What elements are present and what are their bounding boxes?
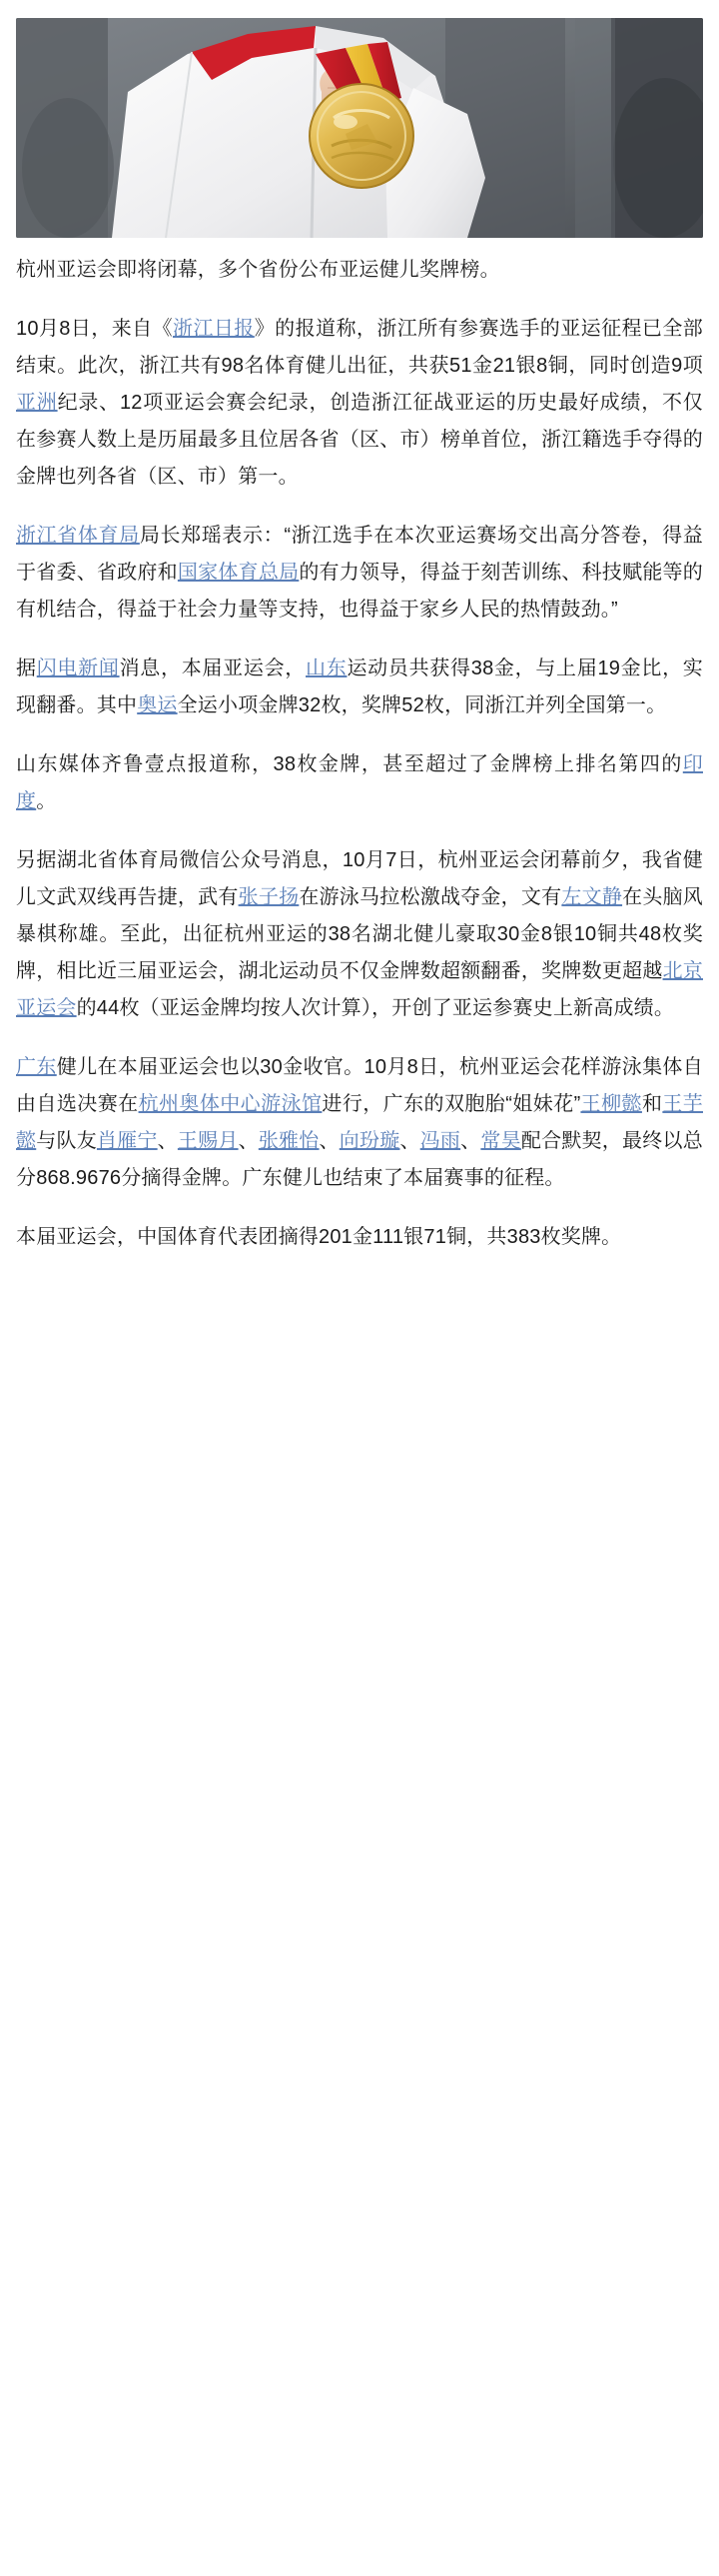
text-run: 的有力领导，得益于刻苦训练、科技赋能等的有机结合，得益于社会力量等支持，也得益于家乡人民的热情鼓劲。” xyxy=(16,562,703,621)
text-run: 和 xyxy=(641,1093,663,1115)
article-page xyxy=(0,0,719,1276)
link-india[interactable]: 印度 xyxy=(16,753,703,812)
hero-image xyxy=(16,18,703,238)
text-run: 与队友 xyxy=(36,1130,97,1152)
text-run: 配合默契，最终以总分868.9676分摘得金牌。广东健儿也结束了本届赛事的征程。 xyxy=(16,1130,703,1189)
link-zhang-ziyang[interactable]: 张子扬 xyxy=(238,886,300,908)
text-run: 局长郑瑶表示：“浙江选手在本次亚运赛场交出高分答卷，得益于省委、省政府和 xyxy=(16,525,703,584)
text-run: 运动员共获得38金，与上届19金比，实现翻番。其中 xyxy=(16,657,703,716)
text-run: 进行，广东的双胞胎“姐妹花” xyxy=(322,1093,581,1115)
article-body xyxy=(16,252,703,1256)
text-run: 纪录、12项亚运会赛会纪录，创造浙江征战亚运的历史最好成绩，不仅在参赛人数上是历届最多且位居各省（区、市）榜单首位，浙江籍选手夺得的金牌也列各省（区、市）第一。 xyxy=(16,392,703,488)
link-xiao-yanning[interactable]: 肖雁宁 xyxy=(96,1130,158,1152)
text-run: 在游泳马拉松激战夺金，文有 xyxy=(299,886,562,908)
paragraph-3 xyxy=(16,518,703,629)
text-run: 健儿在本届亚运会也以30金收官。10月8日，杭州亚运会花样游泳集体自由自选决赛在 xyxy=(16,1056,703,1115)
text-run: 本届亚运会，中国体育代表团摘得201金111银71铜，共383枚奖牌。 xyxy=(16,1226,622,1248)
text-run: 据 xyxy=(16,657,37,679)
text-run: 杭州亚运会即将闭幕，多个省份公布亚运健儿奖牌榜。 xyxy=(16,259,500,281)
text-run: 、 xyxy=(319,1130,340,1152)
text-run: 消息，本届亚运会， xyxy=(119,657,307,679)
link-asia[interactable]: 亚洲 xyxy=(16,392,58,414)
link-zhejiang-sports-bureau[interactable]: 浙江省体育局 xyxy=(16,525,140,547)
text-run: 、 xyxy=(238,1130,259,1152)
link-olympics[interactable]: 奥运 xyxy=(137,694,178,716)
text-run: 。 xyxy=(36,790,57,812)
paragraph-7 xyxy=(16,1049,703,1197)
link-beijing-asian-games[interactable]: 北京亚运会 xyxy=(16,960,703,1019)
link-wang-liuyi[interactable]: 王柳懿 xyxy=(580,1093,642,1115)
text-run: 在头脑风暴棋称雄。至此，出征杭州亚运的38名湖北健儿豪取30金8银10铜共48枚奖牌，相比近三届亚运会，湖北运动员不仅金牌数超额翻番，奖牌数更超越 xyxy=(16,886,703,982)
text-run: 另据湖北省体育局微信公众号消息，10月7日，杭州亚运会闭幕前夕，我省健儿文武双线再告捷，武有 xyxy=(16,849,703,908)
text-run: 的44枚（亚运金牌均按人次计算），开创了亚运参赛史上新高成绩。 xyxy=(76,997,675,1019)
link-xiang-fenxuan[interactable]: 向玢璇 xyxy=(339,1130,400,1152)
paragraph-4 xyxy=(16,650,703,724)
paragraph-2 xyxy=(16,311,703,496)
text-run: 、 xyxy=(460,1130,481,1152)
text-run: 、 xyxy=(157,1130,178,1152)
text-run: 10月8日，来自《 xyxy=(16,318,174,340)
link-chang-hao[interactable]: 常昊 xyxy=(480,1130,521,1152)
link-feng-yu[interactable]: 冯雨 xyxy=(419,1130,461,1152)
paragraph-1 xyxy=(16,252,703,289)
link-zuo-wenjing[interactable]: 左文静 xyxy=(561,886,623,908)
link-shandian-news[interactable]: 闪电新闻 xyxy=(36,657,120,679)
paragraph-6 xyxy=(16,842,703,1027)
paragraph-8 xyxy=(16,1219,703,1256)
link-zhejiang-daily[interactable]: 浙江日报 xyxy=(173,318,255,340)
link-hangzhou-olympic-sports-center-natatorium[interactable]: 杭州奥体中心游泳馆 xyxy=(138,1093,323,1115)
link-shandong[interactable]: 山东 xyxy=(306,657,348,679)
gold-medal-photo xyxy=(16,18,703,238)
paragraph-5 xyxy=(16,746,703,820)
link-wang-qianyi[interactable]: 王芋懿 xyxy=(16,1093,703,1152)
text-run: 全运小项金牌32枚，奖牌52枚，同浙江并列全国第一。 xyxy=(177,694,667,716)
text-run: 、 xyxy=(399,1130,420,1152)
link-general-administration-of-sport[interactable]: 国家体育总局 xyxy=(177,562,300,584)
link-zhang-yayi[interactable]: 张雅怡 xyxy=(258,1130,320,1152)
text-run: 山东媒体齐鲁壹点报道称，38枚金牌，甚至超过了金牌榜上排名第四的 xyxy=(16,753,683,775)
text-run: 》的报道称，浙江所有参赛选手的亚运征程已全部结束。此次，浙江共有98名体育健儿出征，共获51金21银8铜，同时创造9项 xyxy=(16,318,703,377)
link-guangdong[interactable]: 广东 xyxy=(16,1056,57,1078)
link-wang-ciyue[interactable]: 王赐月 xyxy=(177,1130,239,1152)
